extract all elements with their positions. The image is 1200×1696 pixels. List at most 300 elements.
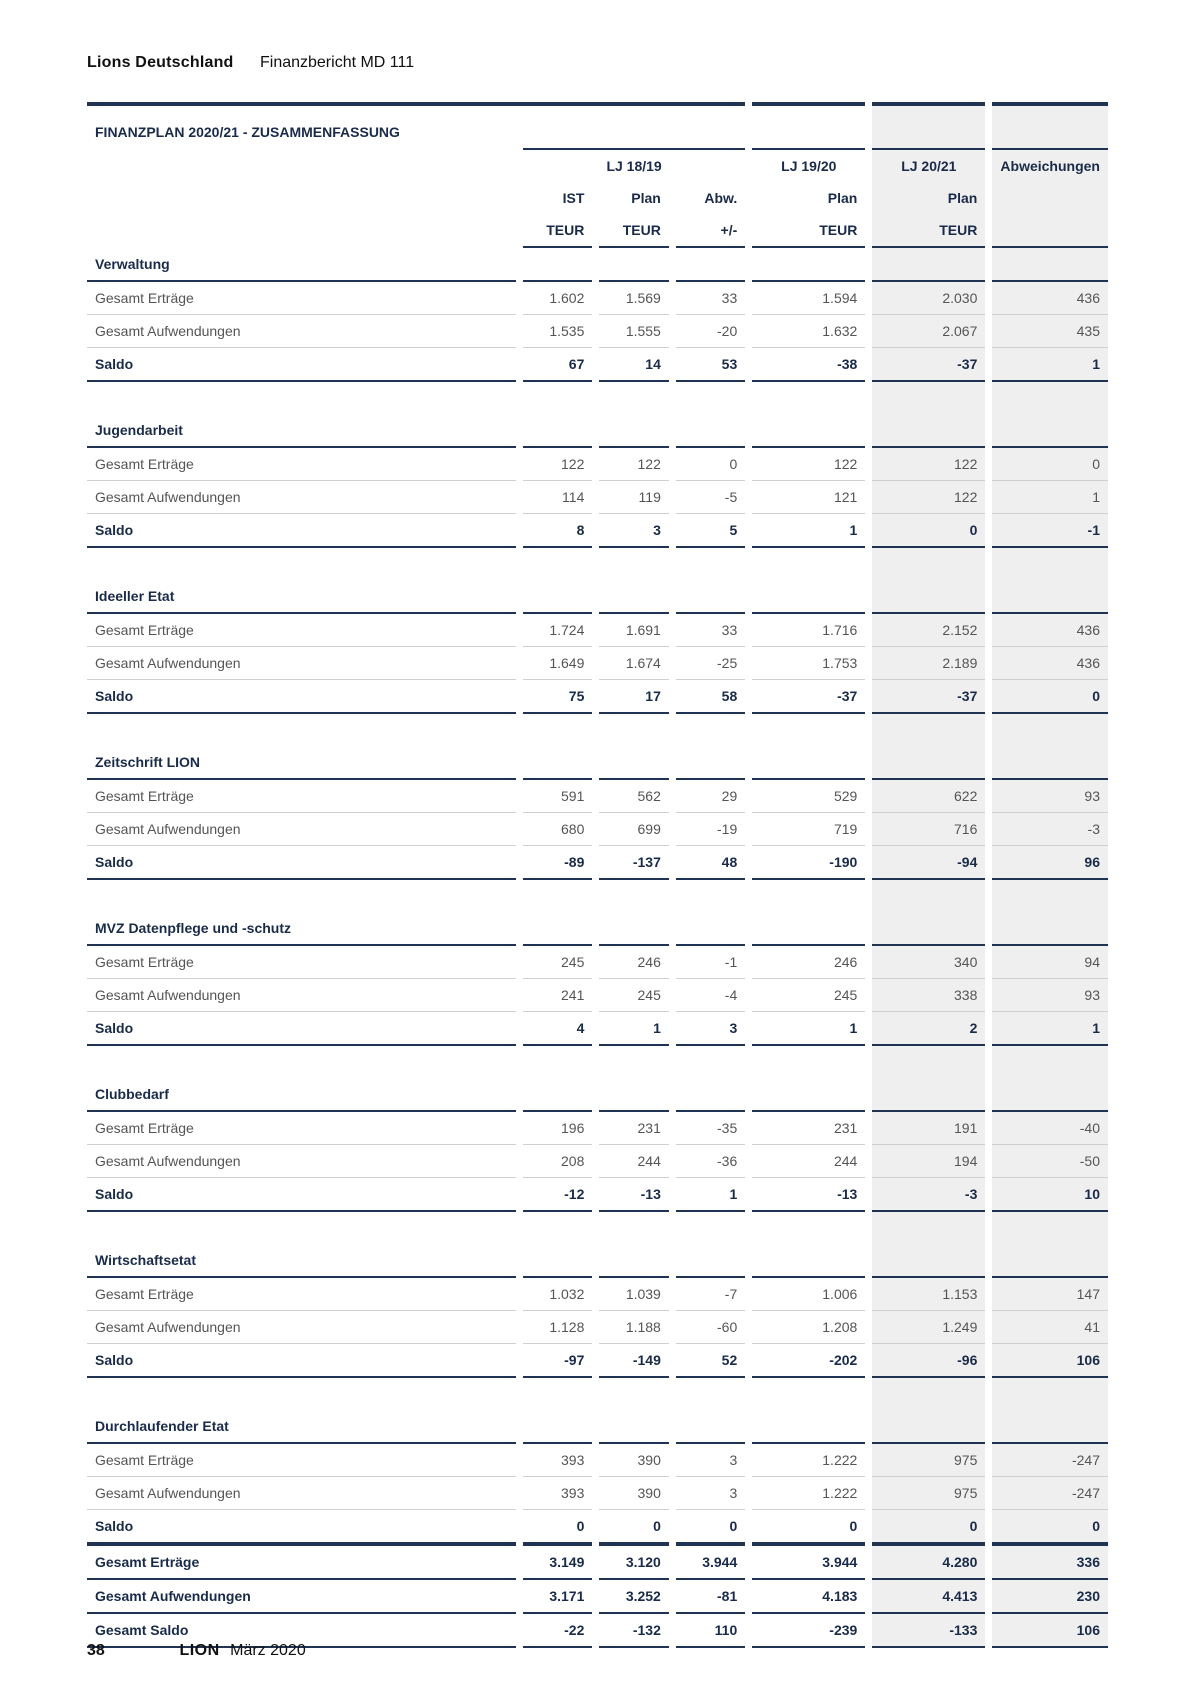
row-label: Saldo [87,846,516,880]
section-header-cell [523,746,592,780]
row-label: Gesamt Aufwendungen [87,979,516,1012]
value-cell: 119 [599,481,668,514]
value-cell: 0 [992,680,1108,714]
total-value: 4.413 [872,1578,985,1612]
total-value: 336 [992,1544,1108,1578]
section-header-cell [872,1410,985,1444]
gap-cell [87,714,516,746]
row-label: Gesamt Aufwendungen [87,1145,516,1178]
value-cell: 436 [992,614,1108,647]
value-cell: -1 [992,514,1108,548]
row-label: Gesamt Erträge [87,282,516,315]
header-brand: Lions Deutschland [87,54,234,71]
section-header-cell [992,1078,1108,1112]
gap-cell [752,1212,865,1244]
section-header-cell [676,248,745,282]
value-cell: 121 [752,481,865,514]
value-cell: 3 [676,1477,745,1510]
page-number: 38 [87,1642,105,1659]
value-cell: -5 [676,481,745,514]
value-cell: -13 [599,1178,668,1212]
value-cell: 1.249 [872,1311,985,1344]
gap-cell [752,382,865,414]
section-header-cell [676,1244,745,1278]
row-label: Gesamt Erträge [87,1278,516,1311]
row-label: Saldo [87,680,516,714]
gap-cell [87,1046,516,1078]
total-value: 4.183 [752,1578,865,1612]
row-label: Gesamt Aufwendungen [87,813,516,846]
section-title: Jugendarbeit [87,414,516,448]
total-value: 3.944 [752,1544,865,1578]
gap-cell [599,1046,668,1078]
section-header-cell [676,414,745,448]
section-header-cell [599,248,668,282]
value-cell: 14 [599,348,668,382]
gap-cell [523,1046,592,1078]
table-row [87,813,1108,846]
total-value: -81 [676,1578,745,1612]
table-row [87,1444,1108,1477]
value-cell: 48 [676,846,745,880]
gap-cell [872,1378,985,1410]
section-title: Zeitschrift LION [87,746,516,780]
value-cell: 122 [872,448,985,481]
table-row [87,979,1108,1012]
value-cell: 975 [872,1477,985,1510]
value-cell: 1 [992,481,1108,514]
row-label: Gesamt Erträge [87,1112,516,1145]
value-cell: 436 [992,647,1108,680]
value-cell: 244 [599,1145,668,1178]
value-cell: -247 [992,1444,1108,1477]
total-value: -133 [872,1612,985,1648]
value-cell: -190 [752,846,865,880]
value-cell: -12 [523,1178,592,1212]
gap-cell [676,880,745,912]
gap-cell [599,1212,668,1244]
value-cell: 1.208 [752,1311,865,1344]
value-cell: 1.594 [752,282,865,315]
row-label: Saldo [87,1178,516,1212]
section-gap [87,382,1108,414]
value-cell: 975 [872,1444,985,1477]
value-cell: -89 [523,846,592,880]
saldo-row [87,514,1108,548]
value-cell: 1 [992,348,1108,382]
gap-cell [676,1212,745,1244]
value-cell: 1.602 [523,282,592,315]
value-cell: 2.152 [872,614,985,647]
section-gap [87,1378,1108,1410]
section-title: Verwaltung [87,248,516,282]
total-value: 4.280 [872,1544,985,1578]
section-header-row [87,912,1108,946]
value-cell: 1 [676,1178,745,1212]
table-row [87,1112,1108,1145]
saldo-row [87,1510,1108,1544]
gap-cell [599,1378,668,1410]
value-cell: 2.030 [872,282,985,315]
section-header-cell [676,912,745,946]
value-cell: 147 [992,1278,1108,1311]
value-cell: 0 [676,1510,745,1544]
value-cell: 2.067 [872,315,985,348]
value-cell: 393 [523,1477,592,1510]
section-header-cell [992,580,1108,614]
gap-cell [87,880,516,912]
section-header-cell [523,1410,592,1444]
total-value: -132 [599,1612,668,1648]
gap-cell [992,548,1108,580]
value-cell: 1.724 [523,614,592,647]
value-cell: 1.039 [599,1278,668,1311]
value-cell: 191 [872,1112,985,1145]
section-header-cell [523,414,592,448]
value-cell: 1.535 [523,315,592,348]
saldo-row [87,846,1108,880]
page-footer [87,1642,306,1660]
value-cell: -96 [872,1344,985,1378]
value-cell: 0 [872,514,985,548]
value-cell: 390 [599,1444,668,1477]
page-header [87,54,414,72]
gap-cell [676,548,745,580]
value-cell: 0 [992,1510,1108,1544]
value-cell: 1 [752,1012,865,1046]
total-value: 230 [992,1578,1108,1612]
subheader-plan-1920: Plan [827,190,858,206]
value-cell: 591 [523,780,592,813]
table-row [87,315,1108,348]
gap-cell [523,880,592,912]
period-header-row [87,148,1108,182]
header-lj2021: LJ 20/21 [872,148,985,182]
saldo-row [87,1178,1108,1212]
gap-cell [992,880,1108,912]
total-label: Gesamt Aufwendungen [87,1578,516,1612]
gap-cell [872,548,985,580]
value-cell: 122 [752,448,865,481]
section-header-cell [523,1244,592,1278]
section-header-cell [752,912,865,946]
total-value: 3.171 [523,1578,592,1612]
table-row [87,1278,1108,1311]
subheader-plusminus: +/- [676,214,745,248]
table-row [87,282,1108,315]
row-label: Gesamt Erträge [87,1444,516,1477]
gap-cell [992,1046,1108,1078]
value-cell: 719 [752,813,865,846]
section-header-cell [676,746,745,780]
row-label: Saldo [87,1344,516,1378]
value-cell: 67 [523,348,592,382]
total-value: 3.252 [599,1578,668,1612]
value-cell: 435 [992,315,1108,348]
gap-cell [872,714,985,746]
value-cell: 106 [992,1344,1108,1378]
gap-cell [992,714,1108,746]
value-cell: 8 [523,514,592,548]
section-header-row [87,1078,1108,1112]
value-cell: 208 [523,1145,592,1178]
gap-cell [523,1378,592,1410]
row-label: Saldo [87,1012,516,1046]
value-cell: 3 [676,1012,745,1046]
value-cell: 1 [752,514,865,548]
section-header-cell [872,746,985,780]
row-label: Gesamt Erträge [87,614,516,647]
value-cell: 245 [752,979,865,1012]
value-cell: 699 [599,813,668,846]
gap-cell [752,880,865,912]
section-gap [87,880,1108,912]
section-title: Durchlaufender Etat [87,1410,516,1444]
row-label: Gesamt Erträge [87,448,516,481]
total-label: Gesamt Erträge [87,1544,516,1578]
total-value: -239 [752,1612,865,1648]
value-cell: 196 [523,1112,592,1145]
value-cell: 96 [992,846,1108,880]
section-header-cell [599,1244,668,1278]
total-row [87,1544,1108,1578]
total-value: 3.149 [523,1544,592,1578]
header-abweichungen: Abweichungen [992,148,1108,182]
total-row [87,1578,1108,1612]
section-header-cell [992,912,1108,946]
section-header-row [87,1410,1108,1444]
value-cell: 2 [872,1012,985,1046]
gap-cell [87,1378,516,1410]
section-header-cell [872,1244,985,1278]
section-header-cell [599,580,668,614]
value-cell: -38 [752,348,865,382]
value-cell: 114 [523,481,592,514]
section-header-cell [992,1410,1108,1444]
section-header-cell [872,912,985,946]
subheader-plan: Plan [631,190,661,206]
gap-cell [523,548,592,580]
value-cell: -50 [992,1145,1108,1178]
gap-cell [599,548,668,580]
subheader-teur: TEUR [523,214,592,248]
section-header-cell [676,1078,745,1112]
gap-cell [676,1046,745,1078]
gap-cell [752,1378,865,1410]
saldo-row [87,348,1108,382]
value-cell: -35 [676,1112,745,1145]
row-label: Gesamt Aufwendungen [87,481,516,514]
section-header-cell [752,580,865,614]
value-cell: -37 [752,680,865,714]
value-cell: 245 [523,946,592,979]
value-cell: 10 [992,1178,1108,1212]
row-label: Gesamt Aufwendungen [87,1477,516,1510]
value-cell: -3 [872,1178,985,1212]
section-header-cell [599,746,668,780]
table-row [87,780,1108,813]
value-cell: 436 [992,282,1108,315]
section-title: Ideeller Etat [87,580,516,614]
value-cell: 246 [752,946,865,979]
section-header-cell [872,580,985,614]
value-cell: 93 [992,780,1108,813]
value-cell: 1.674 [599,647,668,680]
value-cell: 41 [992,1311,1108,1344]
value-cell: 2.189 [872,647,985,680]
header-lj1819: LJ 18/19 [523,148,745,182]
value-cell: 0 [752,1510,865,1544]
value-cell: 5 [676,514,745,548]
section-header-cell [523,912,592,946]
value-cell: 1.006 [752,1278,865,1311]
value-cell: -20 [676,315,745,348]
section-title: MVZ Datenpflege und -schutz [87,912,516,946]
value-cell: 231 [752,1112,865,1145]
value-cell: -13 [752,1178,865,1212]
value-cell: -202 [752,1344,865,1378]
table-row [87,448,1108,481]
value-cell: 53 [676,348,745,382]
section-gap [87,1046,1108,1078]
section-header-cell [992,248,1108,282]
section-header-cell [752,1078,865,1112]
subheader-row-2 [87,214,1108,248]
section-header-cell [992,414,1108,448]
section-header-cell [752,746,865,780]
gap-cell [992,382,1108,414]
value-cell: 1.555 [599,315,668,348]
value-cell: 122 [523,448,592,481]
row-label: Gesamt Erträge [87,780,516,813]
total-value: 110 [676,1612,745,1648]
value-cell: 3 [599,514,668,548]
value-cell: -60 [676,1311,745,1344]
saldo-row [87,1344,1108,1378]
total-value: 106 [992,1612,1108,1648]
section-header-cell [872,414,985,448]
value-cell: -1 [676,946,745,979]
value-cell: 194 [872,1145,985,1178]
value-cell: 52 [676,1344,745,1378]
row-label: Gesamt Aufwendungen [87,1311,516,1344]
gap-cell [599,382,668,414]
value-cell: 1.569 [599,282,668,315]
value-cell: 1.222 [752,1477,865,1510]
gap-cell [872,1212,985,1244]
section-title: Clubbedarf [87,1078,516,1112]
value-cell: 680 [523,813,592,846]
gap-cell [752,714,865,746]
value-cell: -19 [676,813,745,846]
section-header-row [87,414,1108,448]
table-row [87,647,1108,680]
value-cell: 33 [676,614,745,647]
table-title: FINANZPLAN 2020/21 - ZUSAMMENFASSUNG [87,102,745,148]
section-header-cell [872,1078,985,1112]
value-cell: 0 [872,1510,985,1544]
gap-cell [599,880,668,912]
value-cell: 244 [752,1145,865,1178]
section-header-cell [752,1410,865,1444]
total-value: -22 [523,1612,592,1648]
value-cell: 17 [599,680,668,714]
value-cell: 529 [752,780,865,813]
gap-cell [523,1212,592,1244]
gap-cell [872,880,985,912]
issue-date: März 2020 [230,1642,306,1659]
magazine-name: LION [179,1642,220,1659]
value-cell: 562 [599,780,668,813]
section-gap [87,548,1108,580]
value-cell: 1.716 [752,614,865,647]
gap-cell [992,1212,1108,1244]
gap-cell [87,382,516,414]
value-cell: 94 [992,946,1108,979]
row-label: Gesamt Erträge [87,946,516,979]
total-value: 3.944 [676,1544,745,1578]
gap-cell [676,382,745,414]
value-cell: 622 [872,780,985,813]
saldo-row [87,680,1108,714]
section-gap [87,1212,1108,1244]
value-cell: -40 [992,1112,1108,1145]
section-header-cell [599,1078,668,1112]
value-cell: -25 [676,647,745,680]
value-cell: 340 [872,946,985,979]
section-header-cell [599,1410,668,1444]
value-cell: 1.632 [752,315,865,348]
subheader-teur: TEUR [872,214,985,248]
value-cell: -137 [599,846,668,880]
section-header-cell [523,1078,592,1112]
row-label: Gesamt Aufwendungen [87,647,516,680]
value-cell: 241 [523,979,592,1012]
row-label: Saldo [87,1510,516,1544]
gap-cell [992,1378,1108,1410]
section-header-cell [752,414,865,448]
value-cell: 29 [676,780,745,813]
row-label: Saldo [87,348,516,382]
value-cell: 93 [992,979,1108,1012]
value-cell: 1 [599,1012,668,1046]
value-cell: -37 [872,348,985,382]
subheader-teur: TEUR [752,214,865,248]
value-cell: 75 [523,680,592,714]
value-cell: 0 [599,1510,668,1544]
value-cell: -149 [599,1344,668,1378]
gap-cell [676,714,745,746]
value-cell: 122 [872,481,985,514]
subheader-ist: IST [562,190,585,206]
section-header-cell [599,912,668,946]
value-cell: 0 [523,1510,592,1544]
value-cell: -97 [523,1344,592,1378]
total-value: 3.120 [599,1544,668,1578]
value-cell: 245 [599,979,668,1012]
saldo-row [87,1012,1108,1046]
table-row [87,1477,1108,1510]
value-cell: 1.753 [752,647,865,680]
total-label: Gesamt Saldo [87,1612,516,1648]
value-cell: 1.153 [872,1278,985,1311]
value-cell: 1.188 [599,1311,668,1344]
value-cell: -36 [676,1145,745,1178]
section-header-row [87,746,1108,780]
gap-cell [872,382,985,414]
section-header-cell [676,1410,745,1444]
value-cell: 0 [992,448,1108,481]
